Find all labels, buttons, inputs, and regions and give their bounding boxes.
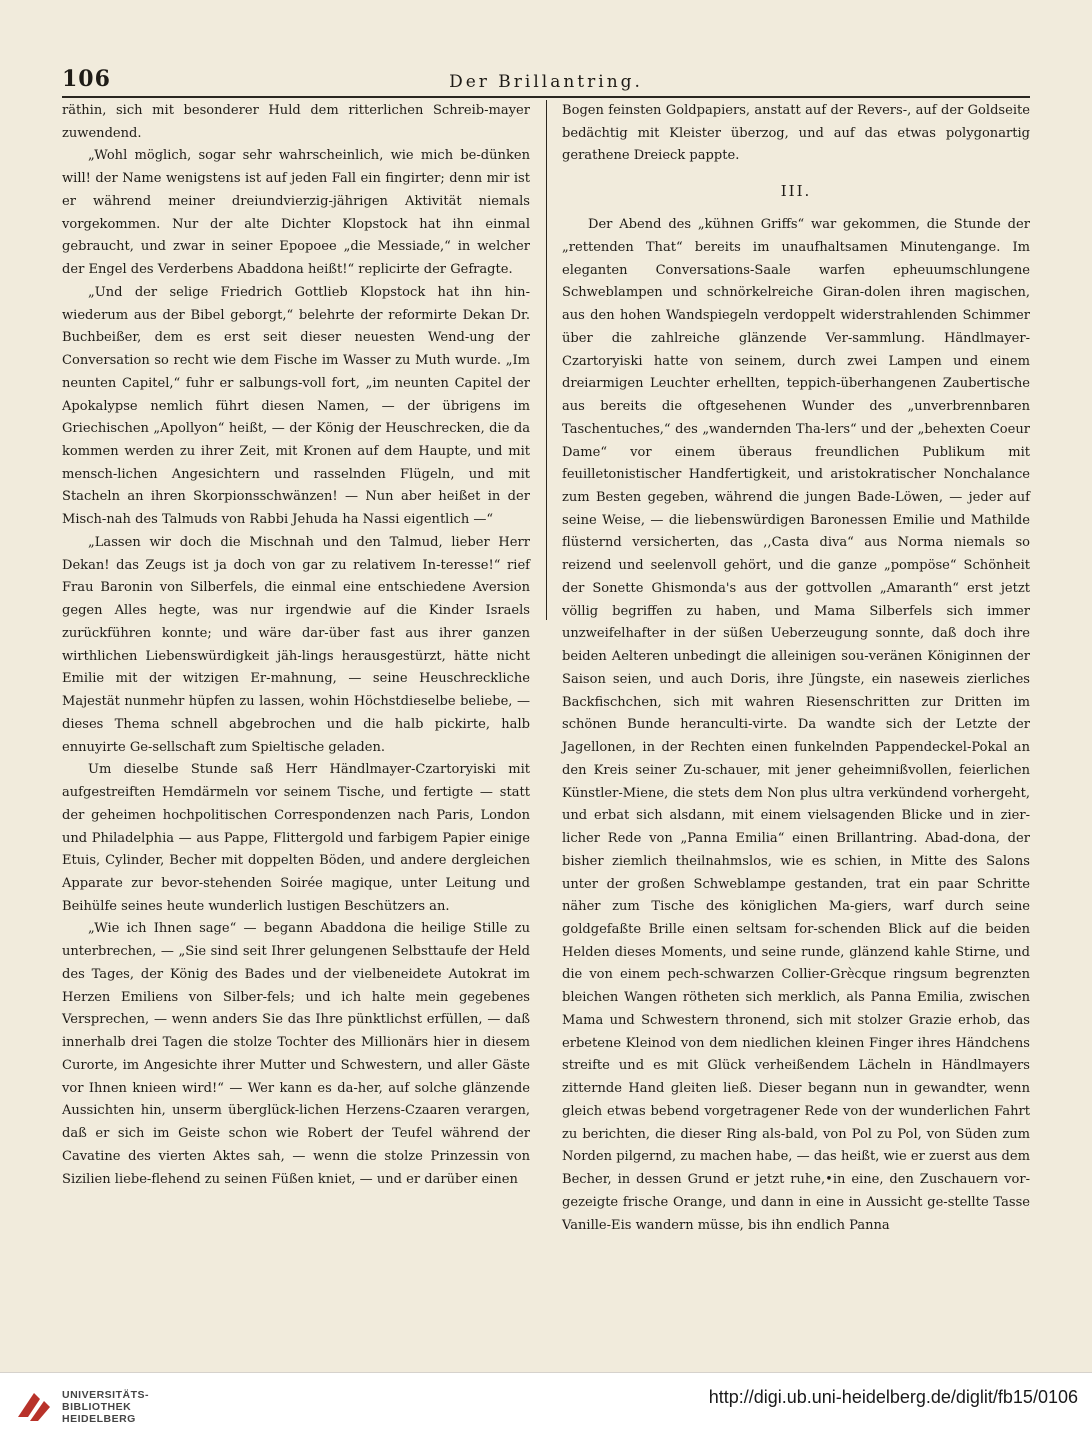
footer-bar xyxy=(0,1372,1092,1452)
right-column-top xyxy=(562,100,1030,168)
paragraph: „Wie ich Ihnen sage“ — begann Abaddona die heilige Stille zu unterbrechen, — „Sie sind seit Ihrer gelungenen Selbsttaufe der Held des Tages, der König des Bades und der vielbeneidete Autokrat im Herzen Emiliens von Silber-fels; und ich halte mein gegebenes Versprechen, — wenn anders Sie das Ihre pünktlichst erfüllen, — daß innerhalb drei Tagen die stolze Tochter des Millionärs hier in diesem Curorte, im Angesichte ihrer Mutter und Schwestern, und aller Gäste vor Ihnen knieen wird!“ — Wer kann es da-her, auf solche glänzende Aussichten hin, unserm überglück-lichen Herzens-Czaaren verargen, daß er sich im Geiste schon wie Robert der Teufel während der Cavatine des vierten Aktes sah, — wenn die stolze Prinzessin von Sizilien liebe-flehend zu seinen Füßen kniet, — und er darüber einen xyxy=(62,921,530,1187)
institution-line: UNIVERSITÄTS- xyxy=(62,1389,150,1401)
page-number: 106 xyxy=(62,66,111,92)
institution-line: BIBLIOTHEK xyxy=(62,1401,132,1413)
institution-line: HEIDELBERG xyxy=(62,1413,136,1425)
right-column xyxy=(562,100,1030,1237)
header-rule xyxy=(62,96,1030,98)
paragraph: Um dieselbe Stunde saß Herr Händlmayer-Czartoryiski mit aufgestreiften Hemdärmeln vor seinem Tische, und fertigte — statt der geheimen hochpolitischen Correspondenzen nach Paris, London und Philadelphia — aus Pappe, Flittergold und farbigem Papier einige Etuis, Cylinder, Becher mit doppelten Böden, und andere dergleichen Apparate zur bevor-stehenden Soirée magique, unter Leitung und Beihülfe seines heute wunderlich lustigen Beschützers an. xyxy=(62,762,530,914)
right-column-body xyxy=(562,214,1030,1237)
source-url-link[interactable]: http://digi.ub.uni-heidelberg.de/diglit/fb15/0106 xyxy=(708,1387,1078,1407)
section-heading: III. xyxy=(780,182,812,201)
running-title: Der Brillantring. xyxy=(449,72,643,92)
institution-name xyxy=(62,1389,149,1425)
paragraph: „Lassen wir doch die Mischnah und den Talmud, lieber Herr Dekan! das Zeugs ist ja doch von gar zu relativem In-teresse!“ rief Frau Baronin von Silberfels, die einmal eine entschiedene Aversion gegen Alles hegte, was nur irgendwie auf die Kinder Israels zurückführen konnte; und wäre dar-über fast aus ihrer ganzen wirthlichen Liebenswürdigkeit jäh-lings herausgestürzt, hätte nicht Emilie mit der witzigen Er-mahnung, — seine Heuschreckliche Majestät nunmehr hüpfen zu lassen, wohin Höchstdieselbe beliebe, — dieses Thema schnell abgebrochen und die halb pickirte, halb ennuyirte Ge-sellschaft zum Spieltische geladen. xyxy=(62,534,530,755)
paragraph: „Und der selige Friedrich Gottlieb Klopstock hat ihn hin-wiederum aus der Bibel geborgt,“ belehrte der reformirte Dekan Dr. Buchbeißer, dem es erst seit dieser neuesten Wend-ung der Conversation so recht wie dem Fische im Wasser zu Muth wurde. „Im neunten Capitel,“ fuhr er salbungs-voll fort, „im neunten Capitel der Apokalypse nemlich führt diesen Namen, — der übrigens im Griechischen „Apollyon“ heißt, — der König der Heuschrecken, die da kommen werden zu ihrer Zeit, mit Kronen auf dem Haupte, und mit mensch-lichen Angesichtern und rasselnden Flügeln, und mit Stacheln an ihren Skorpionsschwänzen! — Nun aber heißet in der Misch-nah des Talmuds von Rabbi Jehuda ha Nassi eigentlich —“ xyxy=(62,284,530,528)
left-column xyxy=(62,100,530,1191)
paragraph: Bogen feinsten Goldpapiers, anstatt auf der Revers-, auf der Goldseite bedächtig mit Kleister überzog, und auf das etwas polygonartig gerathene Dreieck pappte. xyxy=(562,103,1030,164)
paragraph: Der Abend des „kühnen Griffs“ war gekommen, die Stunde der „rettenden That“ bereits im unaufhaltsamen Minutengange. Im eleganten Conversations-Saale warfen epheuumschlungene Schweblampen und schnörkelreiche Giran-dolen ihren magischen, aus den hohen Wandspiegeln verdoppelt widerstrahlenden Schimmer über die zahlreiche glänzende Ver-sammlung. Händlmayer-Czartoryiski hatte von seinem, durch zwei Lampen und einem dreiarmigen Leuchter erhellten, teppich-überhangenen Zaubertische aus bereits die oftgesehenen Wunder des „unverbrennbaren Taschentuches,“ des „wandernden Tha-lers“ und der „behexten Coeur Dame“ vor einem überaus freundlichen Publikum mit feuilletonistischer Handfertigkeit, und aristokratischer Nonchalance zum Besten gegeben, während die jungen Bade-Löwen, — jeder auf seine Weise, — die liebenswürdigen Baronessen Emilie und Mathilde flüsternd versicherten, das ,,Casta diva“ aus Norma niemals so reizend und seelenvoll gehört, und die ganze „pompöse“ Schönheit der Sonette Ghismonda's aus der gottvollen „Amaranth“ erst jetzt völlig begriffen zu haben, und Mama Silberfels sich immer unzweifelhafter in der süßen Ueberzeugung sonnte, daß doch ihre beiden Aelteren unbedingt die alleinigen sou-veränen Königinnen der Saison seien, und auch Doris, ihre Jüngste, ein naseweis zierliches Backfischchen, sich mit wahren Riesenschritten zur Dritten im schönen Bunde heranculti-virte. Da wandte sich der Letzte der Jagellonen, in der Rechten einen funkelnden Pappendeckel-Pokal an den Kreis seiner Zu-schauer, mit jener geheimnißvollen, feierlichen Künstler-Miene, die stets dem Non plus ultra verkündend vorhergeht, und erbat sich alsdann, mit einem vielsagenden Blicke und in zier-licher Rede von „Panna Emilia“ einen Brillantring. Abad-dona, der bisher ziemlich theilnahmslos, wie es schien, in Mitte des Salons unter der großen Schweblampe gestanden, trat ein paar Schritte näher zum Tische des königlichen Ma-giers, warf durch seine goldgefaßte Brille einen seltsam for-schenden Blick auf die beiden Helden dieses Moments, und seine runde, glänzend kahle Stirne, und die von einem pech-schwarzen Collier-Grècque ringsum begrenzten bleichen Wangen rötheten sich merklich, als Panna Emilia, zwischen Mama und Schwestern thronend, sich mit stolzer Grazie erhob, das erbetene Kleinod von dem niedlichen kleinen Finger ihres Händchens streifte und es mit Glück verheißendem Lächeln in Händlmayers zitternde Hand gleiten ließ. Dieser begann nun in gewandter, wenn gleich etwas bebend vorgetragener Rede von der wunderlichen Fahrt zu berichten, die dieser Ring als-bald, von Pol zu Pol, von Süden zum Norden pilgernd, zu machen habe, — das heißt, wie er zuerst aus dem Becher, in dessen Grund er jetzt ruhe,•in eine, den Zuschauern vor-gezeigte frische Orange, und dann in eine in Aussicht ge-stellte Tasse Vanille-Eis wandern müsse, bis ihn endlich Panna xyxy=(562,217,1030,1233)
paragraph: räthin, sich mit besonderer Huld dem ritterlichen Schreib-mayer zuwendend. xyxy=(62,103,530,141)
column-divider xyxy=(546,100,547,620)
page-header xyxy=(62,66,1030,98)
paragraph: „Wohl möglich, sogar sehr wahrscheinlich, wie mich be-dünken will! der Name wenigstens ist auf jeden Fall ein fingirter; denn mir ist er während meiner dreiundvierzig-jährigen Aktivität niemals vorgekommen. Nur der alte Dichter Klopstock hat ihn einmal gebraucht, und zwar in seiner Epopoee „die Messiade,“ in welcher der Engel des Verderbens Abaddona heißt!“ replicirte der Gefragte. xyxy=(62,148,530,278)
library-logo-icon[interactable] xyxy=(14,1387,54,1427)
